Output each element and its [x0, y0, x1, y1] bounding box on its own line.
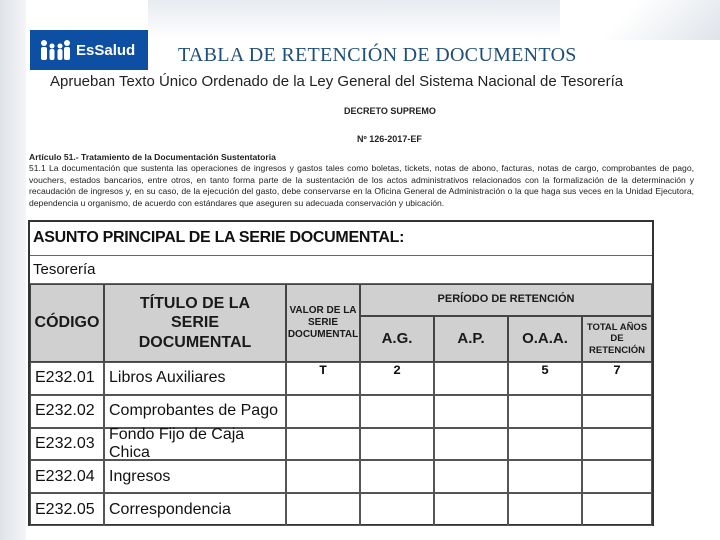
header-period: PERÍODO DE RETENCIÓN	[360, 284, 652, 316]
code-cell: E232.01	[30, 362, 104, 395]
total-cell	[582, 460, 652, 493]
total-cell	[582, 395, 652, 428]
value-cell	[286, 395, 360, 428]
oaa-cell	[508, 428, 582, 461]
subject-label: ASUNTO PRINCIPAL DE LA SERIE DOCUMENTAL:	[30, 222, 652, 256]
title-cell: Fondo Fijo de Caja Chica	[104, 428, 286, 461]
code-cell: E232.03	[30, 428, 104, 461]
ag-cell: 2	[360, 362, 434, 395]
family-icon	[38, 38, 72, 62]
essalud-logo	[30, 30, 148, 70]
oaa-cell	[508, 493, 582, 526]
retention-table	[28, 220, 654, 526]
decree-label: DECRETO SUPREMO	[344, 106, 436, 116]
code-cell: E232.02	[30, 395, 104, 428]
title-cell: Libros Auxiliares	[104, 362, 286, 395]
total-cell: 7	[582, 362, 652, 395]
title-cell: Correspondencia	[104, 493, 286, 526]
code-cell: E232.05	[30, 493, 104, 526]
ap-cell	[434, 493, 508, 526]
slide-decoration-corner	[560, 0, 720, 40]
header-ap: A.P.	[434, 316, 508, 362]
ag-cell	[360, 395, 434, 428]
title-cell: Comprobantes de Pago	[104, 395, 286, 428]
header-total: TOTAL AÑOS DE RETENCIÓN	[582, 316, 652, 362]
oaa-cell: 5	[508, 362, 582, 395]
ag-cell	[360, 428, 434, 461]
code-cell: E232.04	[30, 460, 104, 493]
value-cell: T	[286, 362, 360, 395]
logo-text: EsSalud	[76, 41, 136, 59]
article-heading: Artículo 51.- Tratamiento de la Documentación Sustentatoria	[29, 152, 276, 162]
ag-cell	[360, 460, 434, 493]
oaa-cell	[508, 460, 582, 493]
value-cell	[286, 493, 360, 526]
value-cell	[286, 428, 360, 461]
oaa-cell	[508, 395, 582, 428]
header-code: CÓDIGO	[30, 284, 104, 362]
ap-cell	[434, 395, 508, 428]
header-value: VALOR DE LA SERIE DOCUMENTAL	[286, 284, 360, 362]
decree-number: Nº 126-2017-EF	[357, 134, 422, 144]
article-excerpt	[29, 152, 694, 209]
ap-cell	[434, 362, 508, 395]
area-label: Tesorería	[30, 256, 652, 284]
slide-title: TABLA DE RETENCIÓN DE DOCUMENTOS	[178, 44, 577, 66]
ag-cell	[360, 493, 434, 526]
ap-cell	[434, 428, 508, 461]
article-text: 51.1 La documentación que sustenta las operaciones de ingresos y gastos tales como boletas, tickets, notas de abono, facturas, notas de cargo, comprobantes de pago, vouchers, estados bancarios, entre otros, en tanto forma parte de la sustentación de los actos administrativos relacionados con la formalización de la determinación y recaudación de ingresos y, en su caso, de la ejecución del gasto, debe conservarse en la Oficina General de Administración o la que haga sus veces en la Unidad Ejecutora, dependencia u organismo, de acuerdo con estándares que aseguren su adecuada conservación y ubicación.	[29, 163, 694, 208]
header-ag: A.G.	[360, 316, 434, 362]
slide-decoration-left	[0, 0, 26, 540]
law-title: Aprueban Texto Único Ordenado de la Ley General del Sistema Nacional de Tesorería	[50, 73, 624, 90]
total-cell	[582, 428, 652, 461]
title-cell: Ingresos	[104, 460, 286, 493]
total-cell	[582, 493, 652, 526]
value-cell	[286, 460, 360, 493]
ap-cell	[434, 460, 508, 493]
header-oaa: O.A.A.	[508, 316, 582, 362]
header-title: TÍTULO DE LA SERIE DOCUMENTAL	[104, 284, 286, 362]
